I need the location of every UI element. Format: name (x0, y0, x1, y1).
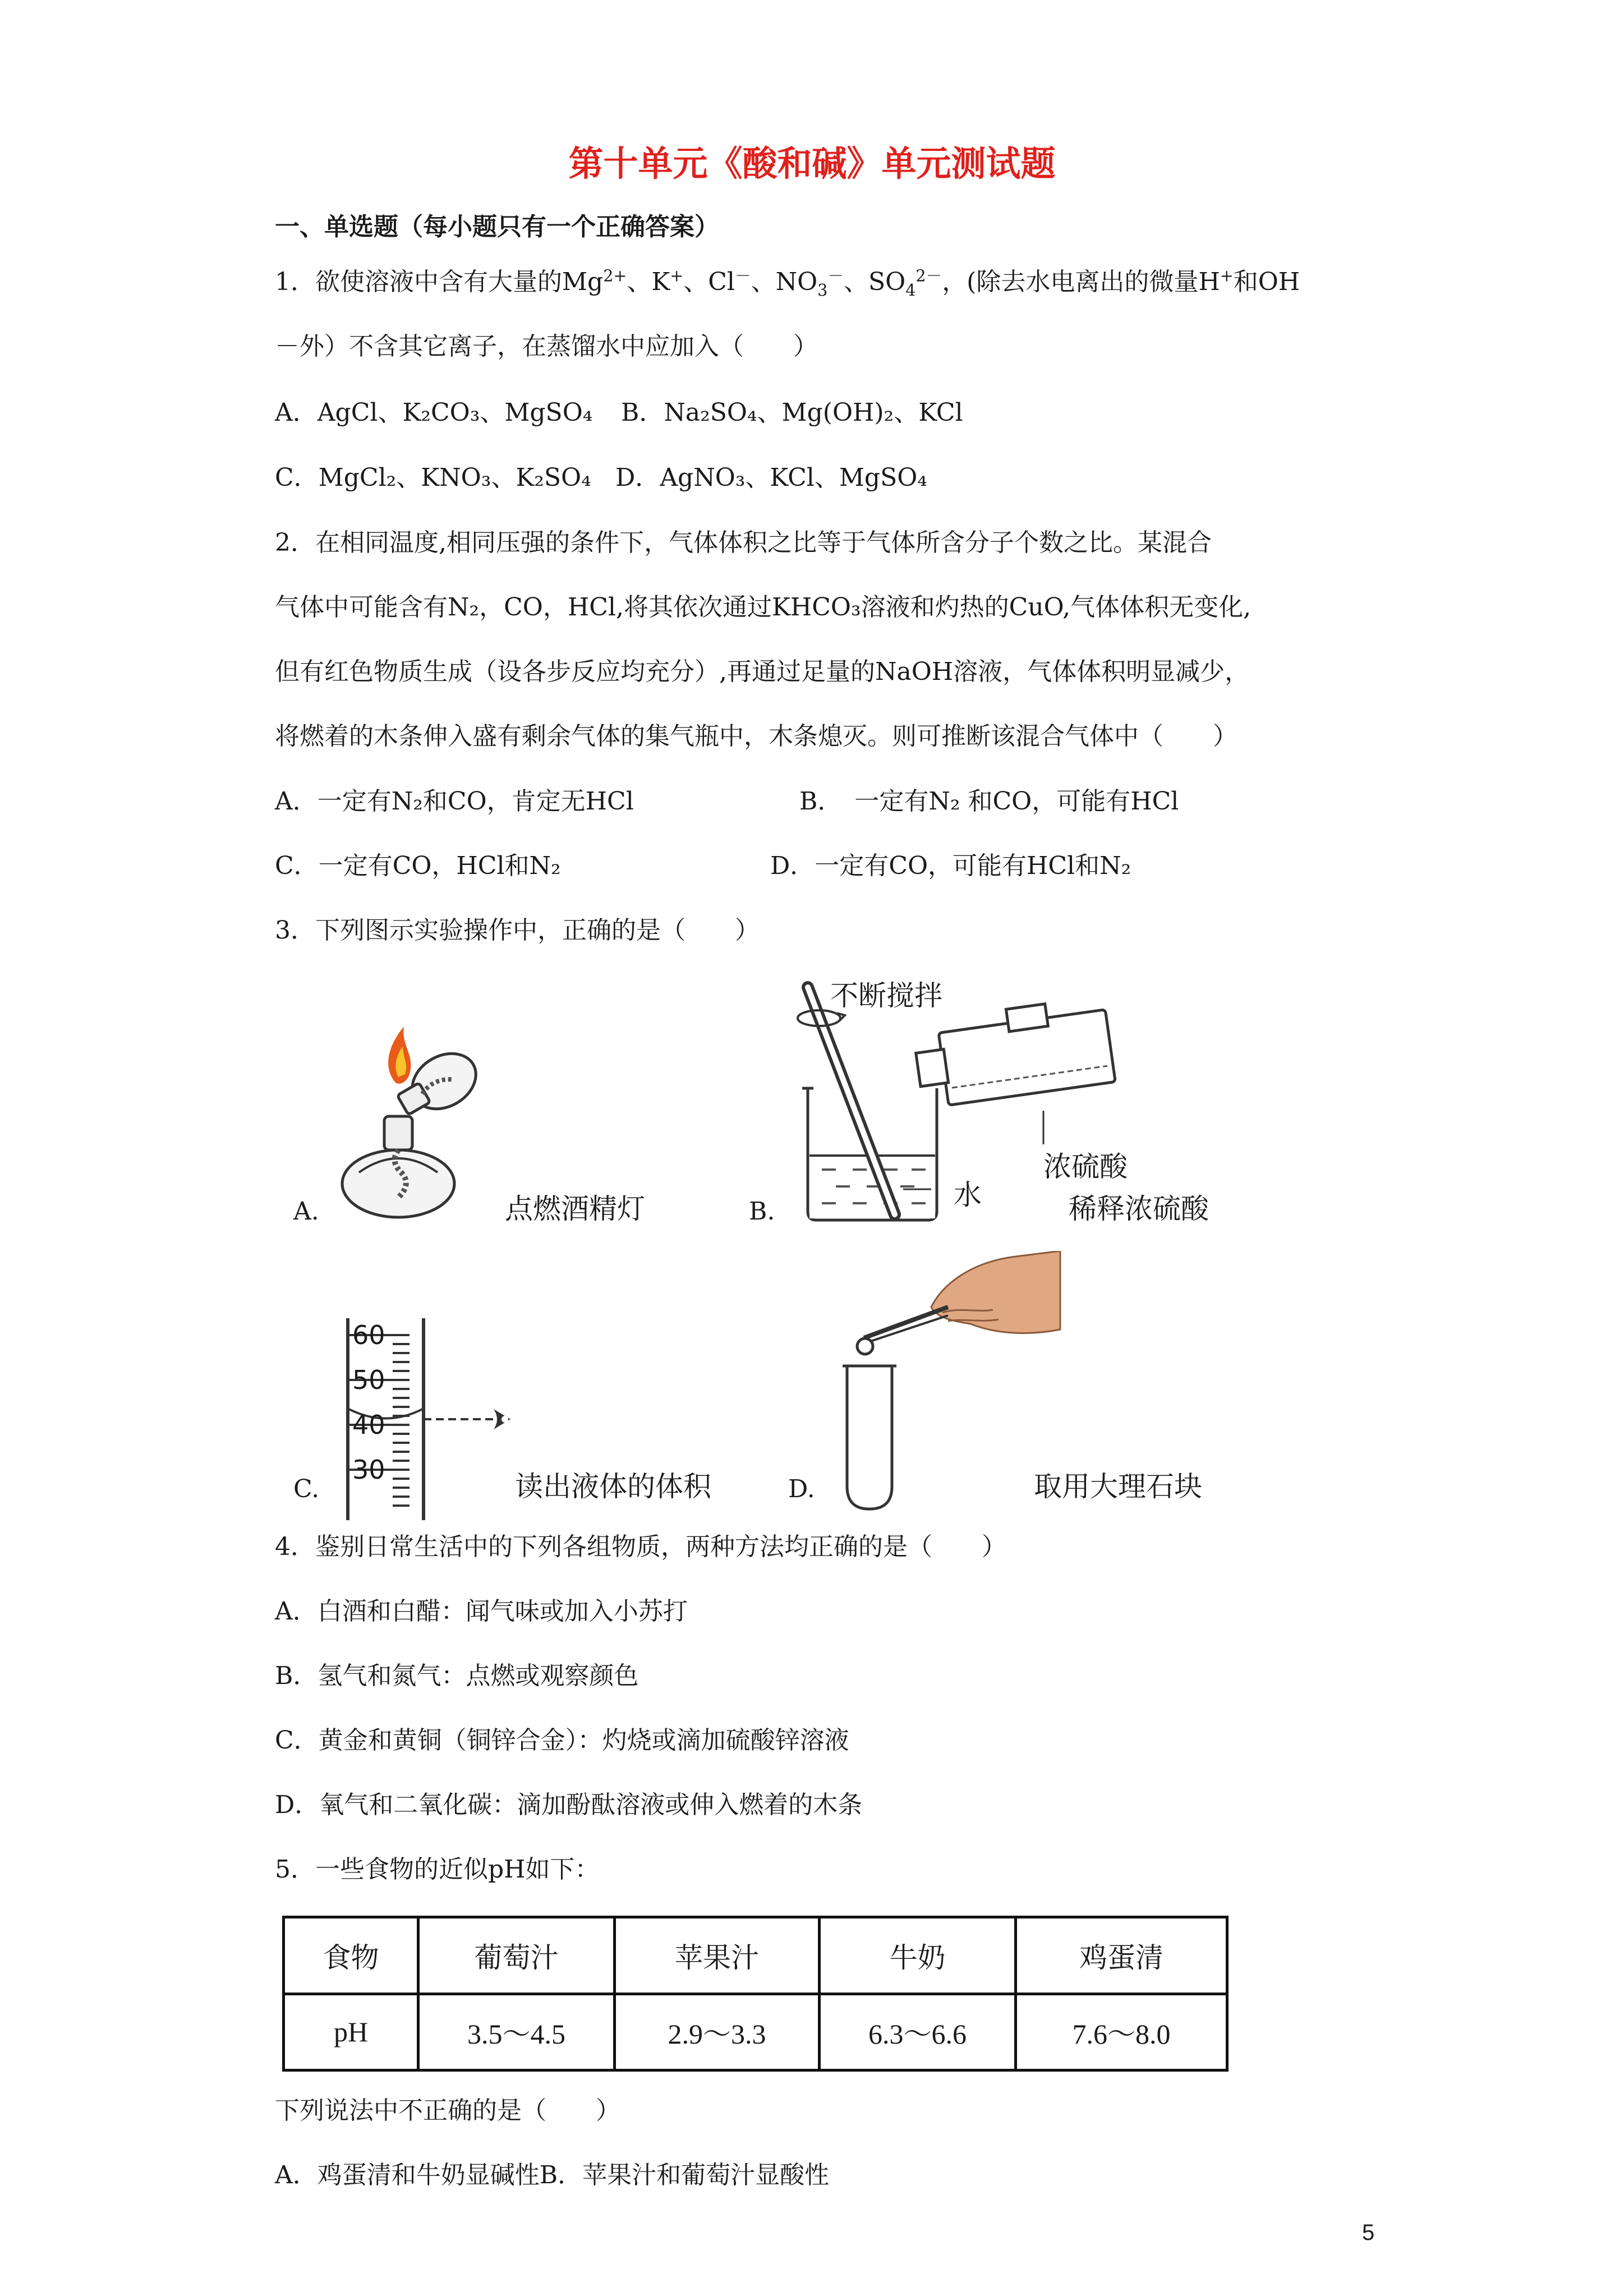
q1-text-d: 、NO (751, 268, 818, 296)
q1-option-c: C．MgCl₂、KNO₃、K₂SO₄ (275, 463, 591, 492)
table-cell: 6.3～6.6 (820, 1994, 1016, 2070)
alcohol-lamp-figure (337, 1021, 482, 1223)
q1-text-b: 、K (627, 268, 670, 296)
q1-no3-charge: － (827, 266, 844, 286)
q5-stem: 5．一些食物的近似pH如下： (275, 1855, 600, 1884)
q1-cl-charge: － (734, 266, 751, 286)
q3-stir-label: 不断搅拌 (830, 979, 942, 1012)
page-number: 5 (1362, 2220, 1375, 2245)
q4-option-d: D．氧气和二氧化碳：滴加酚酞溶液或伸入燃着的木条 (275, 1791, 863, 1819)
table-cell: 食物 (284, 1917, 418, 1994)
q3-water-label: 水 (954, 1179, 982, 1211)
q2-line3: 但有红色物质生成（设各步反应均充分）,再通过足量的NaOH溶液，气体体积明显减少， (275, 657, 1250, 686)
q2-line2: 气体中可能含有N₂，CO，HCl,将其依次通过KHCO₃溶液和灼热的CuO,气体体积无变化, (275, 593, 1252, 622)
q1-line2: －外）不含其它离子，在蒸馏水中应加入（ ） (275, 332, 818, 361)
q3-tick-40: 40 (352, 1410, 385, 1440)
q3-label-a: A. (293, 1197, 319, 1226)
q1-text-e: 、SO (843, 268, 906, 296)
table-cell: 苹果汁 (615, 1917, 820, 1994)
q1-text-a: 1．欲使溶液中含有大量的Mg (275, 268, 604, 296)
section-heading: 一、单选题（每小题只有一个正确答案） (275, 213, 719, 241)
q4-option-b: B．氢气和氮气：点燃或观察颜色 (275, 1662, 639, 1690)
q3-caption-d: 取用大理石块 (1034, 1470, 1202, 1503)
q3-acid-label: 浓硫酸 (1043, 1151, 1128, 1183)
table-cell: 葡萄汁 (418, 1917, 615, 1994)
test-tube-figure (830, 1251, 1066, 1515)
q3-label-c: C. (293, 1475, 320, 1503)
q2-option-a: A．一定有N₂和CO，肯定无HCl (275, 787, 634, 816)
q1-k-charge: + (670, 266, 684, 286)
q1-option-a: A．AgCl、K₂CO₃、MgSO₄ (275, 398, 593, 427)
q3-tick-60: 60 (352, 1320, 385, 1350)
q1-so4-sub: 4 (905, 280, 916, 300)
table-row (284, 1994, 1227, 2070)
q3-caption-b: 稀释浓硫酸 (1069, 1193, 1209, 1225)
table-cell: 2.9～3.3 (615, 1994, 820, 2070)
q3-caption-a: 点燃酒精灯 (505, 1193, 645, 1225)
q1-mg-charge: 2+ (603, 266, 627, 286)
q3-label-d: D. (788, 1475, 815, 1503)
q2-option-d: D．一定有CO，可能有HCl和N₂ (770, 852, 1131, 880)
q4-stem: 4．鉴别日常生活中的下列各组物质，两种方法均正确的是（ ） (275, 1533, 1006, 1561)
q1-text-g: 和OH (1233, 268, 1300, 296)
q3-label-b: B. (749, 1197, 775, 1226)
q1-line1 (275, 265, 1300, 299)
ph-table (282, 1916, 1229, 2072)
q1-option-b: B．Na₂SO₄、Mg(OH)₂、KCl (621, 398, 963, 427)
q1-option-d: D．AgNO₃、KCl、MgSO₄ (615, 463, 927, 492)
q2-option-b: B． 一定有N₂ 和CO，可能有HCl (799, 787, 1179, 816)
q1-text-f: ，(除去水电离出的微量H (942, 268, 1220, 296)
table-cell: 3.5～4.5 (418, 1994, 615, 2070)
q1-so4-charge: 2－ (915, 266, 942, 286)
q1-text-c: 、Cl (683, 268, 735, 296)
table-cell: 鸡蛋清 (1016, 1917, 1227, 1994)
q3-tick-30: 30 (352, 1455, 385, 1485)
q3-caption-c: 读出液体的体积 (515, 1470, 711, 1503)
q1-no3-sub: 3 (817, 280, 828, 300)
q3-stem: 3．下列图示实验操作中，正确的是（ ） (275, 916, 760, 945)
table-cell: 牛奶 (820, 1917, 1016, 1994)
q2-line1: 2．在相同温度,相同压强的条件下，气体体积之比等于气体所含分子个数之比。某混合 (275, 528, 1212, 557)
q2-option-c: C．一定有CO，HCl和N₂ (275, 852, 561, 880)
page-title: 第十单元《酸和碱》单元测试题 (568, 143, 1056, 184)
q5-options-ab: A．鸡蛋清和牛奶显碱性B．苹果汁和葡萄汁显酸性 (275, 2161, 830, 2189)
table-row (284, 1917, 1227, 1994)
q4-option-c: C．黄金和黄铜（铜锌合金）：灼烧或滴加硫酸锌溶液 (275, 1726, 849, 1755)
q5-question: 下列说法中不正确的是（ ） (275, 2096, 620, 2125)
q2-line4: 将燃着的木条伸入盛有剩余气体的集气瓶中，木条熄灭。则可推断该混合气体中（ ） (275, 722, 1237, 751)
q1-h-charge: + (1220, 266, 1234, 286)
table-cell: 7.6～8.0 (1016, 1994, 1227, 2070)
q3-tick-50: 50 (352, 1365, 385, 1395)
table-cell: pH (284, 1994, 418, 2070)
q4-option-a: A．白酒和白醋：闻气味或加入小苏打 (275, 1597, 688, 1626)
